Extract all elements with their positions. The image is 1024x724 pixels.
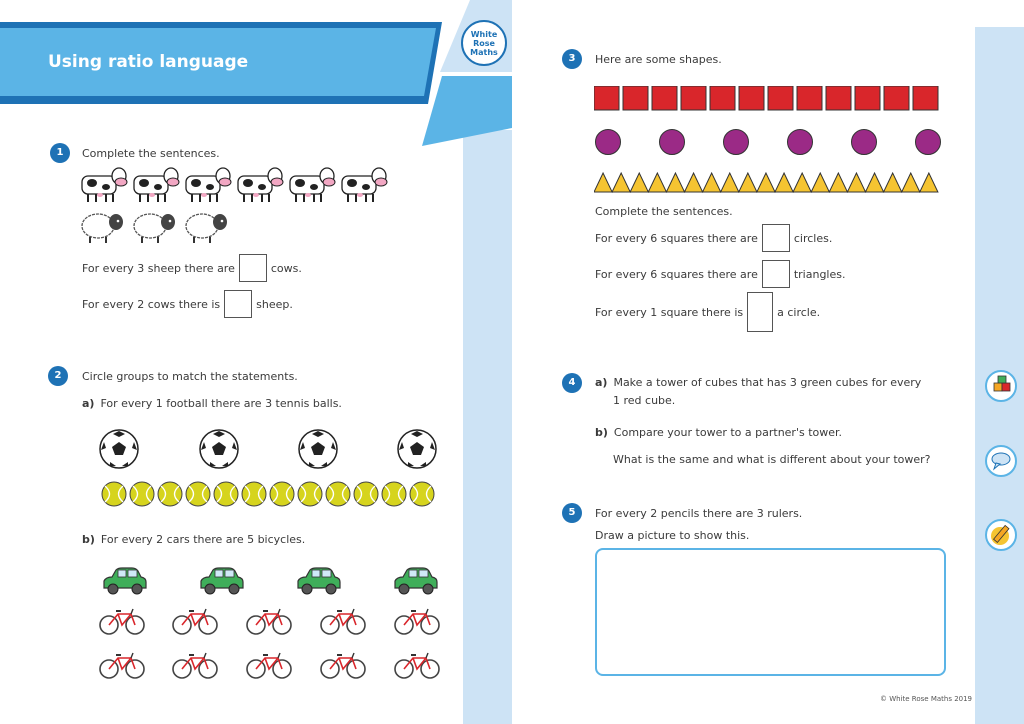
q1-s1-before: For every 3 sheep there are [82,261,235,275]
q4-part-b [595,426,842,439]
q3-answer-box-3[interactable] [747,292,773,332]
pencil-icon [985,519,1017,551]
question-2-number: 2 [48,366,68,386]
q3-s2-before: For every 6 squares there are [595,267,758,281]
question-4-number: 4 [562,373,582,393]
q4-b-line2: What is the same and what is different about your tower? [613,453,931,466]
q5-line2: Draw a picture to show this. [595,529,750,542]
q2-part-a [82,397,342,410]
bicycles-picture [98,606,443,682]
q2-prompt: Circle groups to match the statements. [82,370,298,383]
q3-sentence-3 [595,292,820,332]
squares-row [594,86,944,112]
question-5-number: 5 [562,503,582,523]
left-page-side-strip [463,130,512,724]
q1-sentence-2 [82,290,293,318]
q3-prompt: Here are some shapes. [595,53,722,66]
question-1-number: 1 [50,143,70,163]
q4-a-line2: 1 red cube. [613,394,676,407]
q1-prompt: Complete the sentences. [82,147,220,160]
tennis-balls-picture [101,481,441,509]
q2-a-label: a) [82,397,95,410]
logo-line-1: White [470,29,498,39]
q4-a-label: a) [595,376,608,389]
q4-part-a [595,376,921,389]
q3-s1-before: For every 6 squares there are [595,231,758,245]
circles-row [594,128,944,158]
q3-s2-after: triangles. [793,267,846,281]
white-rose-maths-logo [461,20,507,66]
cubes-icon [985,370,1017,402]
q4-b-line1: Compare your tower to a partner's tower. [613,426,843,439]
q3-answer-box-1[interactable] [762,224,790,252]
q3-s3-after: a circle. [777,305,821,319]
q2-part-b [82,533,305,546]
q3-sentence-2 [595,260,845,288]
q3-s1-after: circles. [793,231,833,245]
q4-b-label: b) [595,426,608,439]
speech-bubble-icon [985,445,1017,477]
q2-b-label: b) [82,533,95,546]
q1-answer-box-1[interactable] [239,254,267,282]
q2-b-text: For every 2 cars there are 5 bicycles. [100,533,306,546]
q2-a-text: For every 1 football there are 3 tennis balls. [100,397,342,410]
q1-s1-after: cows. [270,261,302,275]
q1-sentence-1 [82,254,302,282]
q5-line1: For every 2 pencils there are 3 rulers. [595,507,803,520]
q4-a-line1: Make a tower of cubes that has 3 green cubes for every [613,376,922,389]
cows-picture [80,164,390,206]
sheep-picture [80,206,240,246]
logo-line-2: Rose [473,38,495,48]
header-banner [0,0,512,150]
footballs-picture [98,428,443,472]
q5-drawing-area[interactable] [595,548,946,676]
q1-s2-after: sheep. [256,297,293,311]
q3-complete: Complete the sentences. [595,205,733,218]
q1-answer-box-2[interactable] [224,290,252,318]
logo-line-3: Maths [470,47,498,57]
cars-picture [98,566,443,598]
question-3-number: 3 [562,49,582,69]
page-title: Using ratio language [48,52,249,72]
q3-sentence-1 [595,224,832,252]
triangles-row [594,172,944,194]
q3-s3-before: For every 1 square there is [595,305,744,319]
q1-s2-before: For every 2 cows there is [82,297,221,311]
q3-answer-box-2[interactable] [762,260,790,288]
copyright: © White Rose Maths 2019 [880,695,973,703]
